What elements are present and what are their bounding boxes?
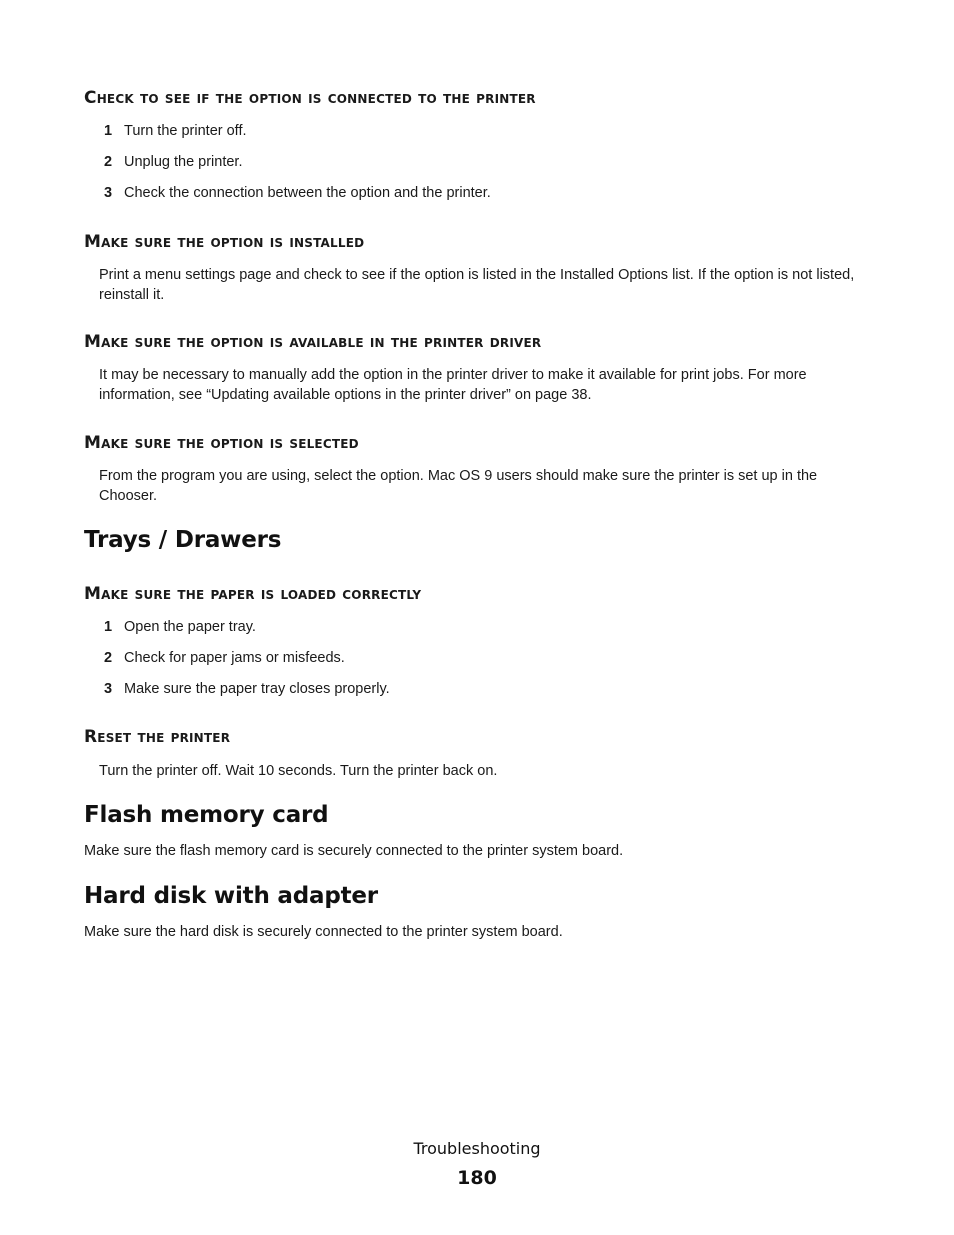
paragraph: Turn the printer off. Wait 10 seconds. Turn the printer back on. xyxy=(99,763,498,779)
list-item: 1 Turn the printer off. xyxy=(104,123,247,139)
section-heading-paper-loaded: Make sure the paper is loaded correctly xyxy=(84,584,422,604)
list-item: 2 Unplug the printer. xyxy=(104,154,243,170)
list-item: 2 Check for paper jams or misfeeds. xyxy=(104,650,345,666)
heading-flash-memory-card: Flash memory card xyxy=(84,802,329,828)
list-item: 3 Check the connection between the option and the printer. xyxy=(104,185,491,201)
footer-chapter-label: Troubleshooting xyxy=(413,1139,541,1158)
paragraph: It may be necessary to manually add the option in the printer driver to make it available for print jobs. For more information, see “Updating available options in the printer driver” on page 38. xyxy=(99,367,807,403)
paragraph: Make sure the hard disk is securely connected to the printer system board. xyxy=(84,924,563,940)
heading-hard-disk: Hard disk with adapter xyxy=(84,883,378,909)
paragraph: Make sure the flash memory card is securely connected to the printer system board. xyxy=(84,843,624,859)
list-item: 1 Open the paper tray. xyxy=(104,619,256,635)
section-heading-option-selected: Make sure the option is selected xyxy=(84,433,359,453)
section-heading-reset-printer: Reset the printer xyxy=(84,727,231,747)
paragraph: Print a menu settings page and check to see if the option is listed in the Installed Options list. If the option is not listed, reinstall it. xyxy=(99,267,855,303)
section-heading-option-installed: Make sure the option is installed xyxy=(84,232,365,252)
paragraph: From the program you are using, select the option. Mac OS 9 users should make sure the printer is set up in the Chooser. xyxy=(99,468,818,504)
section-heading-option-available: Make sure the option is available in the printer driver xyxy=(84,332,542,352)
page-number: 180 xyxy=(457,1167,497,1189)
section-heading-option-connected: Check to see if the option is connected to the printer xyxy=(84,88,536,108)
list-item: 3 Make sure the paper tray closes properly. xyxy=(104,681,390,697)
heading-trays-drawers: Trays / Drawers xyxy=(84,527,282,553)
